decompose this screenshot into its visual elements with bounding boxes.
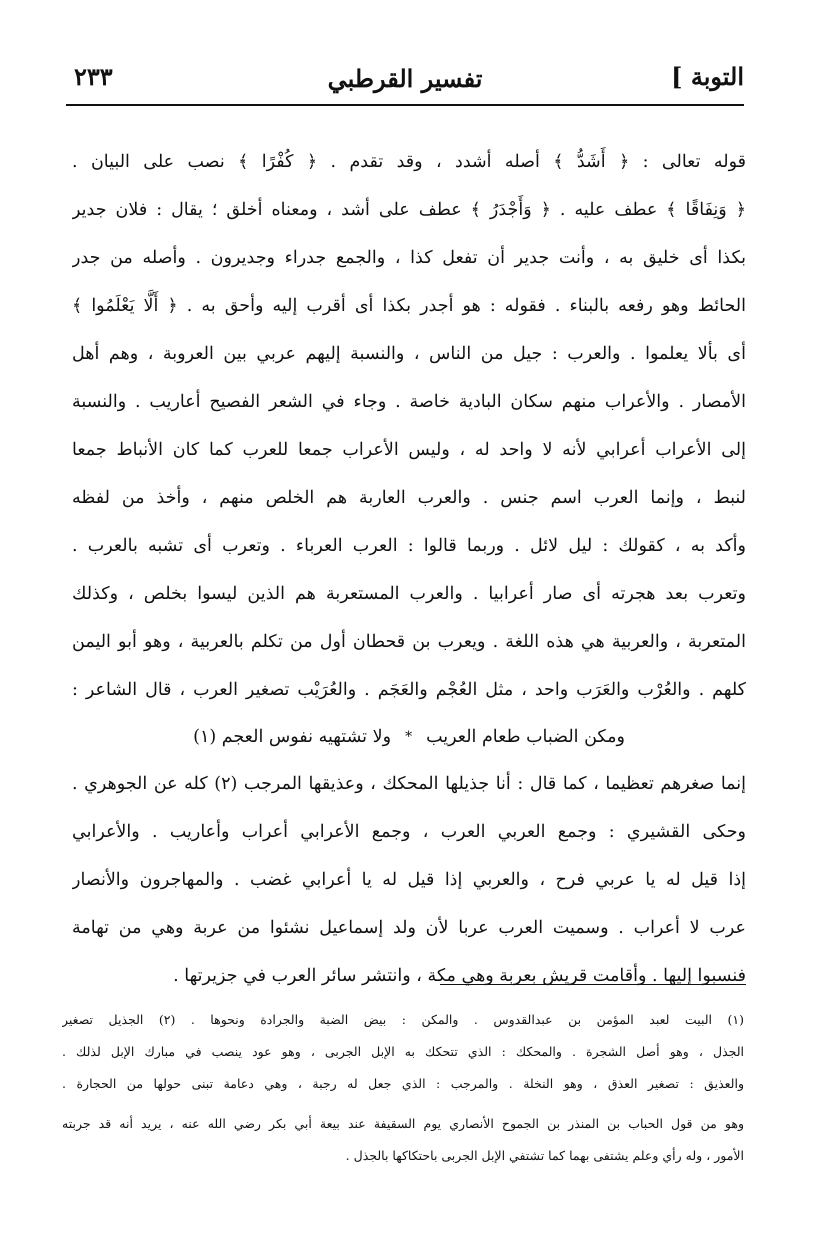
poem-first-hemistich: ومكن الضباب طعام العريب bbox=[426, 727, 625, 747]
text-line: وتعرب بعد هجرته أى صار أعرابيا . والعرب المستعربة هم الذين ليسوا بخلص ، وكذلك bbox=[72, 584, 746, 604]
text-line: عرب لا أعراب . وسميت العرب عربا لأن ولد إسماعيل نشئوا من عربة وهي من تهامة bbox=[72, 918, 746, 938]
text-line: أى بألا يعلموا . والعرب : جيل من الناس ، والنسبة إليهم عربي بين العروبة ، وهم أهل bbox=[72, 344, 746, 364]
footnote-line: الجذل ، وهو أصل الشجرة . والمحكك : الذي تتحكك به الإبل الجربى ، وهو عود ينصب في مبارك الإبل لذلك . bbox=[62, 1044, 744, 1059]
poem-second-hemistich: ولا تشتهيه نفوس العجم (١) bbox=[193, 727, 392, 747]
text-line: إذا قيل له يا عربي فرح ، والعربي إذا قيل له يا أعرابي غضب . والمهاجرون والأنصار bbox=[72, 870, 746, 890]
poem-verse bbox=[72, 714, 746, 760]
text-line: الحائط وهو رفعه بالبناء . فقوله : هو أجدر بكذا أى أقرب إليه وأحق به . ﴿ أَلَّا يَعْلَمُوا ﴾ bbox=[72, 296, 746, 316]
text-line: المتعربة ، والعربية هي هذه اللغة . ويعرب بن قحطان أول من تكلم بالعربية ، وهو أبو اليمن bbox=[72, 632, 746, 652]
book-title: تفسير القرطبي bbox=[327, 64, 483, 93]
text-line: وأكد به ، كقولك : ليل لائل . وربما قالوا : العرب العرباء . وتعرب أى تشبه بالعرب . bbox=[72, 536, 746, 556]
footnote-line: (١) البيت لعبد المؤمن بن عبدالقدوس . والمكن : بيض الضبة والجرادة ونحوها . (٢) الجذيل تصغير bbox=[62, 1012, 744, 1027]
text-line: بكذا أى خليق به ، وأنت جدير أن تفعل كذا ، والجمع جدراء وجديرون . وأصله من جدر bbox=[72, 248, 746, 268]
text-line: كلهم . والعُرْب والعَرَب واحد ، مثل العُجْم والعَجَم . والعُرَيْب تصغير العرب ، قال الشاعر : bbox=[72, 680, 746, 700]
text-line: قوله تعالى : ﴿ أَشَدُّ ﴾ أصله أشدد ، وقد تقدم . ﴿ كُفْرًا ﴾ نصب على البيان . bbox=[72, 152, 746, 172]
page-number: ٢٣٣ bbox=[74, 62, 113, 91]
footnote-line: الأمور ، وله رأي وعلم يشتفى بهما كما تشتفي الإبل الجربى باحتكاكها بالجذل . bbox=[345, 1148, 744, 1163]
running-header bbox=[66, 54, 744, 106]
text-line: إنما صغرهم تعظيما ، كما قال : أنا جذيلها المحكك ، وعذيقها المرجب (٢) كله عن الجوهري . bbox=[72, 774, 746, 794]
text-line: وحكى القشيري : وجمع العربي العرب ، وجمع الأعرابي أعراب وأعاريب . والأعرابي bbox=[72, 822, 746, 842]
text-line: فنسبوا إليها . وأقامت قريش بعربة وهي مكة ، وانتشر سائر العرب في جزيرتها . bbox=[173, 966, 746, 986]
text-line: ﴿ وَنِفَاقًا ﴾ عطف عليه . ﴿ وَأَجْدَرُ ﴾ عطف على أشد ، ومعناه أخلق ؛ يقال : فلان جدير bbox=[72, 200, 746, 220]
footnote-line: والعذيق : تصغير العذق ، وهو النخلة . والمرجب : الذي جعل له رجبة ، وهي دعامة تبنى حولها من الحجارة . bbox=[62, 1076, 744, 1091]
text-line: الأمصار . والأعراب منهم سكان البادية خاصة . وجاء في الشعر الفصيح أعاريب . والنسبة bbox=[72, 392, 746, 412]
text-line: إلى الأعراب أعرابي لأنه لا واحد له ، وليس الأعراب جمعا للعرب كما كان الأنباط جمعا bbox=[72, 440, 746, 460]
footnote-divider bbox=[440, 984, 746, 985]
text-line: لنبط ، وإنما العرب اسم جنس . والعرب العاربة هم الخلص منهم ، وأخذ من لفظه bbox=[72, 488, 746, 508]
poem-separator: * bbox=[405, 729, 413, 745]
footnotes bbox=[62, 1004, 744, 1172]
main-text bbox=[72, 138, 746, 1000]
sura-name: التوبة ] bbox=[671, 62, 744, 91]
footnote-line: وهو من قول الحباب بن المنذر بن الجموح الأنصاري يوم السقيفة عند بيعة أبي بكر رضي الله عنه ، يريد أنه قد جربته bbox=[62, 1116, 744, 1131]
